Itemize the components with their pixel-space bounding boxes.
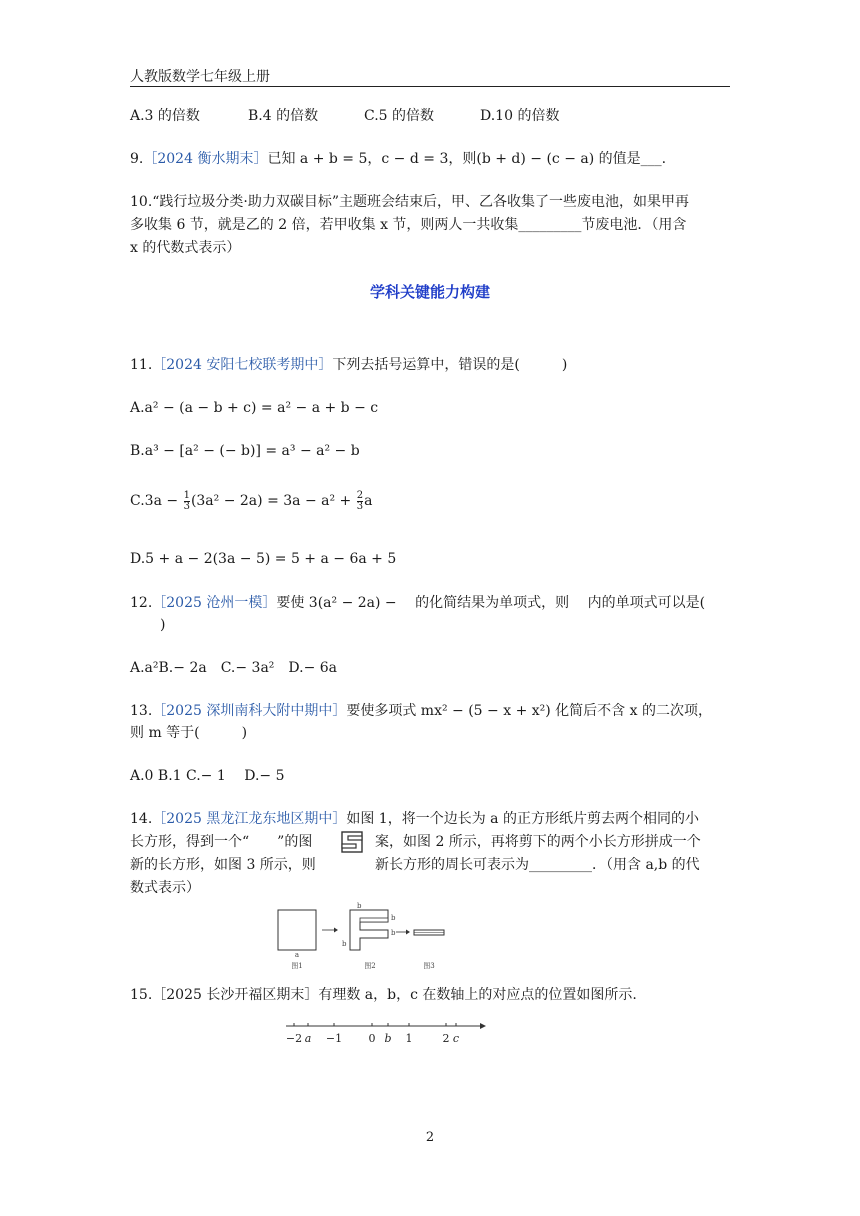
q11-option-c	[130, 490, 372, 512]
q13-source: ［2025 深圳南科大附中期中］	[152, 703, 347, 719]
q11-option-a: A.a² − (a − b + c) = a² − a + b − c	[130, 400, 379, 416]
q14-text: 如图 1，将一个边长为 a 的正方形纸片剪去两个相同的小	[346, 811, 699, 827]
q11-c-post: a	[364, 493, 373, 509]
fraction-denominator: 3	[183, 500, 190, 512]
fig1-side-label: a	[294, 951, 300, 959]
fraction-numerator: 2	[356, 489, 364, 501]
number-line-label: 1	[405, 1032, 413, 1045]
q12-source: ［2025 沧州一模］	[152, 595, 277, 611]
q13-line2: 则 m 等于( )	[130, 725, 248, 741]
number-line-label: −2	[285, 1032, 303, 1045]
arrow-right-icon	[480, 1023, 486, 1029]
q9	[130, 148, 666, 170]
fraction-one-third	[184, 491, 190, 512]
shape-pattern-icon	[341, 831, 363, 853]
number-line-label: b	[384, 1032, 392, 1045]
fig2-b-right2: b	[391, 929, 396, 937]
number-line-label: 2	[442, 1032, 450, 1045]
q8-option-a: A.3 的倍数	[130, 108, 200, 124]
q10-line1: 10.“践行垃圾分类·助力双碳目标”主题班会结束后，甲、乙各收集了一些废电池，如果甲再	[130, 194, 690, 210]
q14-number: 14.	[130, 811, 153, 827]
number-line-label: 0	[368, 1032, 376, 1045]
fig2-b-right: b	[391, 914, 396, 922]
number-line-label: c	[452, 1032, 460, 1045]
arrow-right-icon	[334, 928, 338, 933]
q11-c-pre: C.3a −	[130, 493, 183, 509]
q12-options: A.a²B.− 2a C.− 3a² D.− 6a	[130, 660, 338, 676]
q14-line3b: 新长方形的周长可表示为_________．（用含 a,b 的代	[375, 857, 700, 873]
q11-text: 下列去括号运算中，错误的是( )	[332, 357, 568, 373]
q9-number: 9.	[130, 151, 144, 167]
arrow-right-icon	[406, 930, 410, 935]
q12-number: 12.	[130, 595, 153, 611]
q8-option-d: D.10 的倍数	[480, 108, 560, 124]
q14-source: ［2025 黑龙江龙东地区期中］	[152, 811, 347, 827]
q10-line3: x 的代数式表示）	[130, 240, 241, 256]
q12-line2: )	[160, 617, 166, 633]
fig2-shape	[350, 910, 388, 950]
q14-line1	[130, 808, 699, 830]
q13-text: 要使多项式 mx² − (5 − x + x²) 化简后不含 x 的二次项，	[346, 703, 712, 719]
fraction-denominator: 3	[356, 500, 364, 512]
q13-options: A.0 B.1 C.− 1 D.− 5	[130, 768, 285, 784]
page-header: 人教版数学七年级上册	[130, 69, 270, 85]
page-number: 2	[425, 1130, 435, 1145]
q8-option-b: B.4 的倍数	[248, 108, 319, 124]
q11-option-d: D.5 + a − 2(3a − 5) = 5 + a − 6a + 5	[130, 551, 397, 567]
q8-option-c: C.5 的倍数	[364, 108, 435, 124]
fig1-label: 图1	[291, 962, 303, 970]
q11-option-b: B.a³ − [a² − (− b)] = a³ − a² − b	[130, 443, 360, 459]
q14-line3a: 新的长方形，如图 3 所示，则	[130, 857, 316, 873]
q14-line4: 数式表示）	[130, 880, 200, 896]
q12-text: 要使 3(a² − 2a) − 的化简结果为单项式，则 内的单项式可以是(	[276, 595, 706, 611]
q12-line1	[130, 592, 705, 614]
fig3-label: 图3	[423, 962, 435, 970]
section-title: 学科关键能力构建	[369, 283, 490, 301]
q14-line2b: 案，如图 2 所示，再将剪下的两个小长方形拼成一个	[375, 834, 701, 850]
q9-text: 已知 a + b = 5，c − d = 3，则(b + d) − (c − a) 的值是___.	[267, 151, 667, 167]
fraction-numerator: 1	[183, 489, 190, 501]
q10-line2: 多收集 6 节，就是乙的 2 倍，若甲收集 x 节，则两人一共收集_________节废电池．（用含	[130, 217, 687, 233]
fig2-b-top: b	[357, 902, 362, 910]
q15-text: 15.［2025 长沙开福区期末］有理数 a，b，c 在数轴上的对应点的位置如图所示.	[130, 987, 637, 1003]
q11-number: 11.	[130, 357, 153, 373]
q11-c-mid: (3a² − 2a) = 3a − a² +	[190, 493, 356, 509]
q13-line1	[130, 700, 712, 722]
fraction-two-thirds	[357, 491, 363, 512]
q9-source: ［2024 衡水期末］	[143, 151, 268, 167]
header-divider	[130, 86, 730, 87]
q13-number: 13.	[130, 703, 153, 719]
number-line	[280, 1018, 490, 1048]
q14-figure	[270, 898, 450, 974]
fig1-square	[278, 910, 316, 950]
fig2-label: 图2	[364, 962, 376, 970]
number-line-label: −1	[325, 1032, 343, 1045]
q14-line2a: 长方形，得到一个“ ”的图	[130, 834, 313, 850]
fig2-b-left: b	[342, 940, 347, 948]
q11-source: ［2024 安阳七校联考期中］	[152, 357, 333, 373]
q11	[130, 354, 567, 376]
number-line-label: a	[304, 1032, 312, 1045]
